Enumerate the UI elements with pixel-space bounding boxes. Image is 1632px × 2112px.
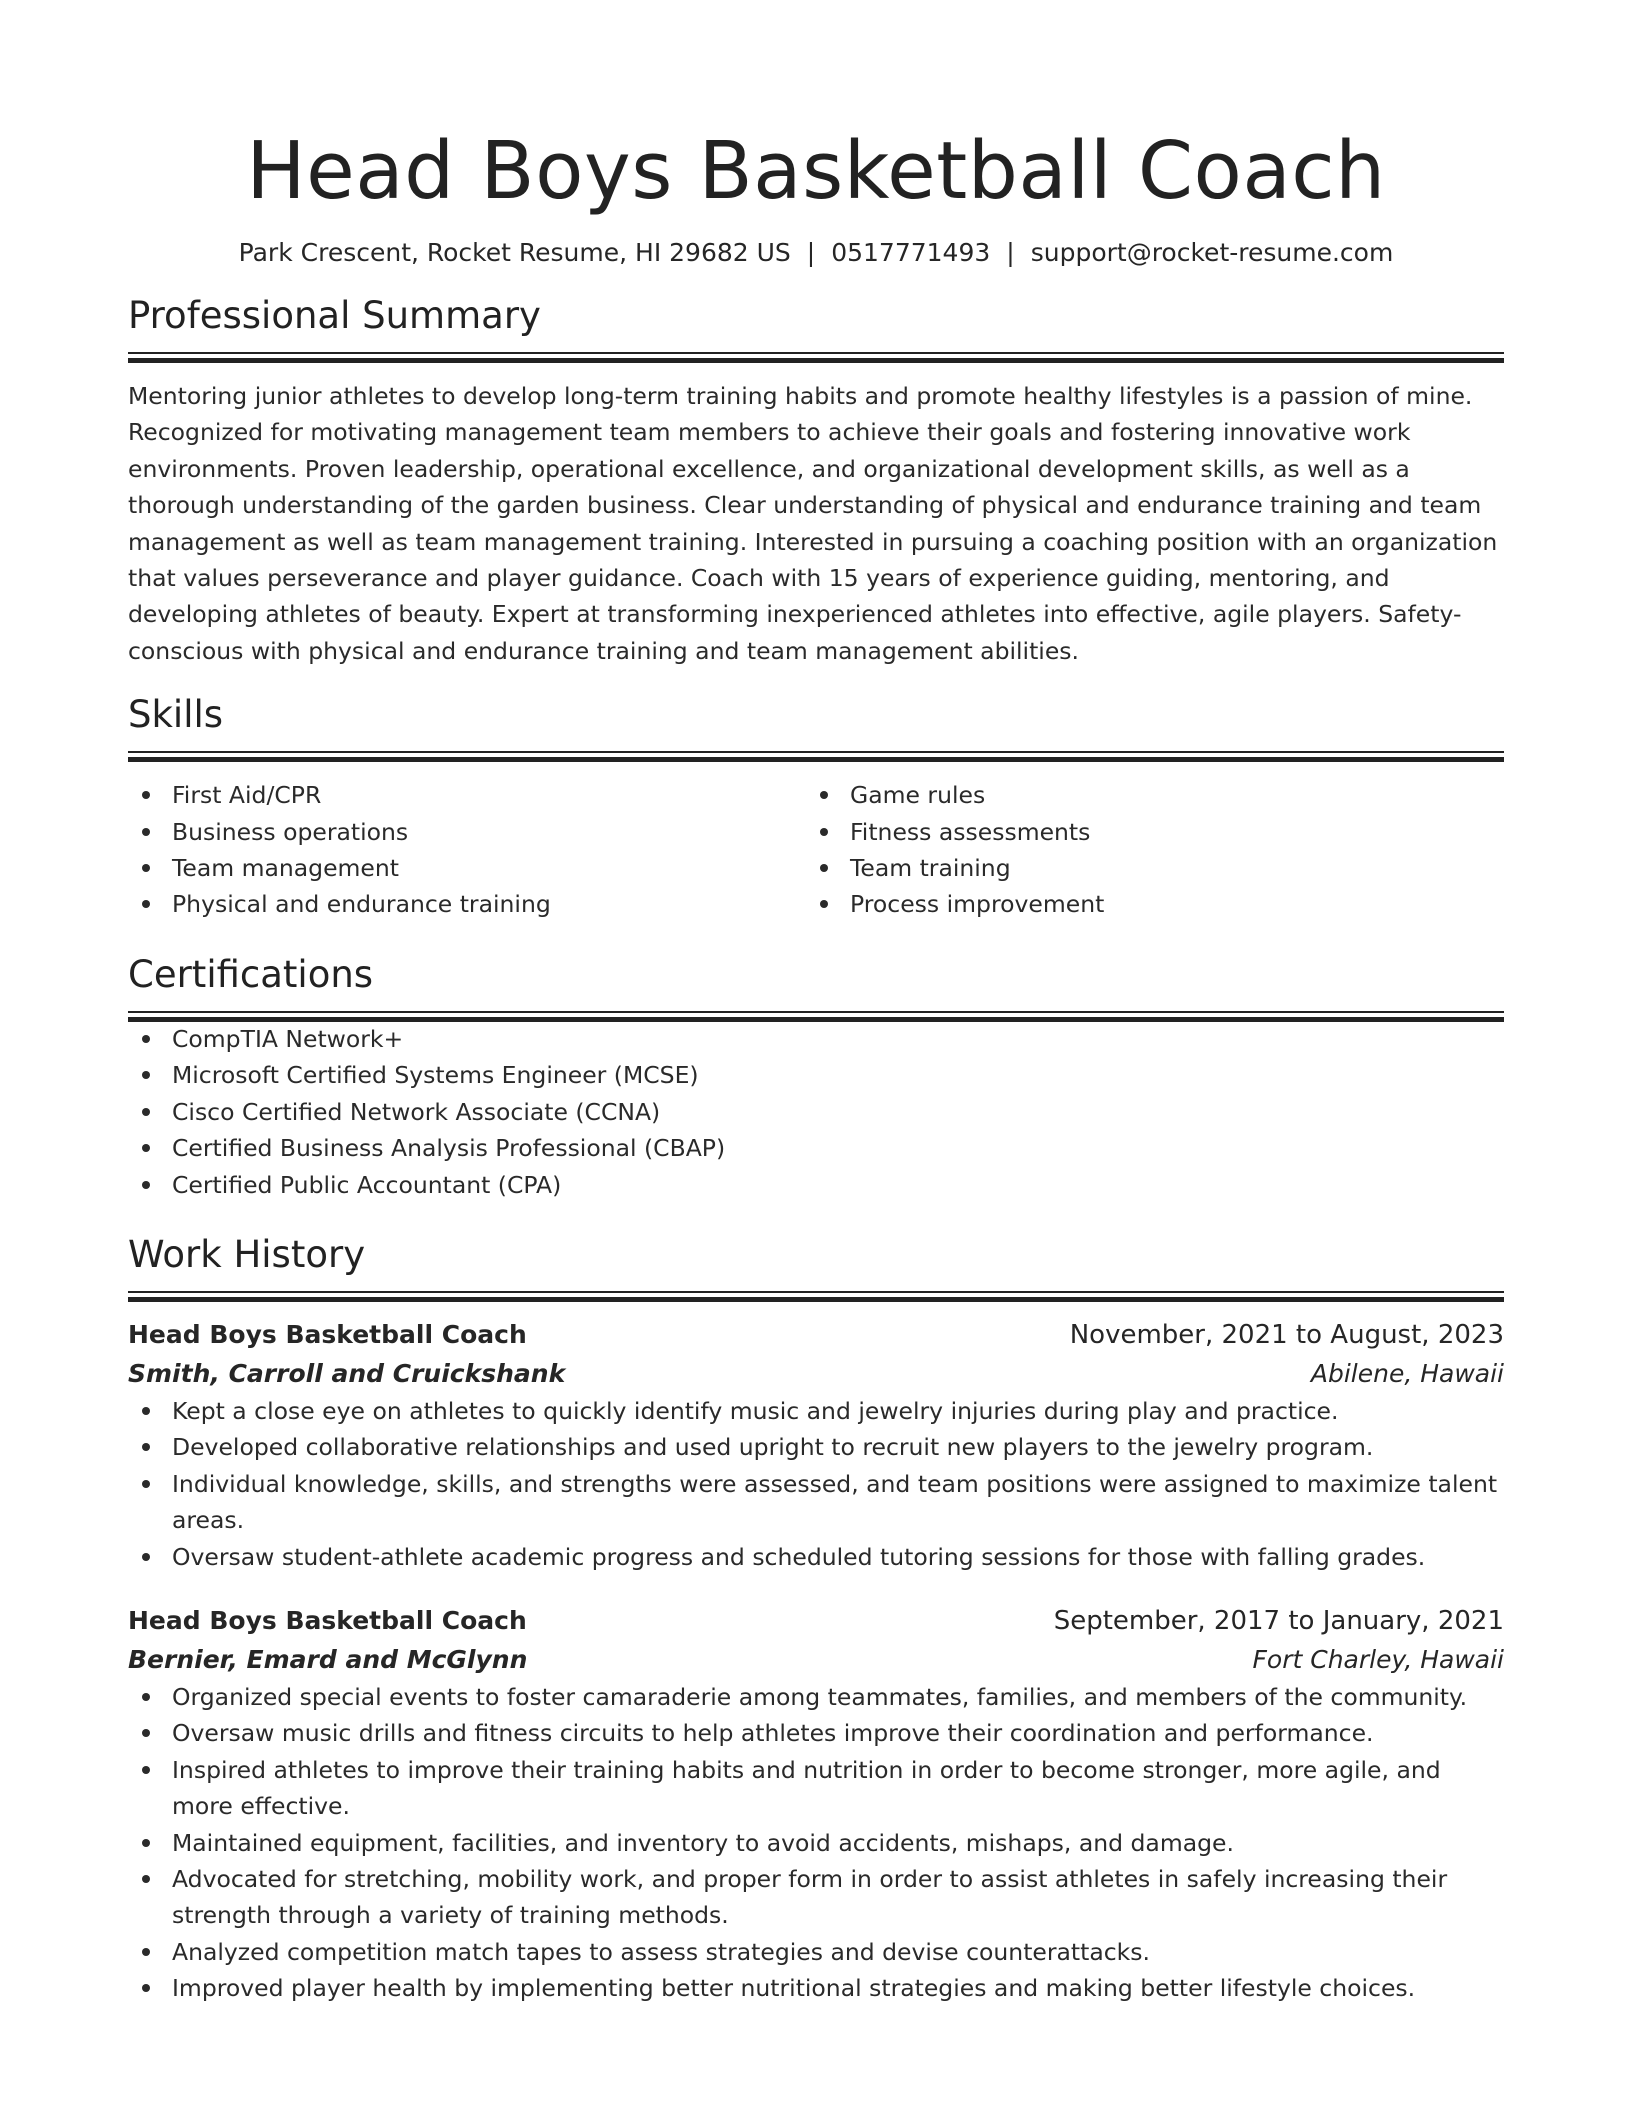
section-divider <box>128 1291 1504 1301</box>
job-company: Smith, Carroll and Cruickshank <box>128 1358 566 1388</box>
job-title: Head Boys Basketball Coach <box>128 1319 527 1349</box>
contact-separator: | <box>1006 238 1015 267</box>
job-bullet: Individual knowledge, skills, and strengths were assessed, and team positions were assigned to maximize talent areas. <box>128 1466 1504 1539</box>
section-title-summary: Professional Summary <box>128 294 541 337</box>
job-header <box>128 1315 1504 1355</box>
contact-line <box>128 236 1504 270</box>
job-bullet: Improved player health by implementing better nutritional strategies and making better lifestyle choices. <box>128 1970 1504 2006</box>
section-title-skills: Skills <box>128 693 224 737</box>
resume-name: Head Boys Basketball Coach <box>246 125 1386 217</box>
certifications-list <box>128 1021 1504 1203</box>
job-bullet: Inspired athletes to improve their training habits and nutrition in order to become stronger, more agile, and more effective. <box>128 1752 1504 1825</box>
resume-page <box>128 0 1504 2007</box>
skill-item: Process improvement <box>806 886 1484 922</box>
section-divider <box>128 751 1504 761</box>
job-dates: November, 2021 to August, 2023 <box>1069 1319 1504 1350</box>
certification-item: Microsoft Certified Systems Engineer (MCSE) <box>128 1057 1504 1093</box>
skills-list-left <box>128 777 806 923</box>
job-location: Abilene, Hawaii <box>1310 1358 1504 1388</box>
job-bullet: Advocated for stretching, mobility work, and proper form in order to assist athletes in safely increasing their strength through a variety of training methods. <box>128 1861 1504 1934</box>
section-title-certifications: Certifications <box>128 952 374 996</box>
job-entry <box>128 1601 1504 2007</box>
section-certifications <box>128 951 1504 1203</box>
contact-address: Park Crescent, Rocket Resume, HI 29682 US <box>238 238 791 267</box>
job-bullets <box>128 1393 1504 1575</box>
skill-item: Team management <box>128 850 806 886</box>
skills-grid <box>128 777 1504 923</box>
job-bullet: Oversaw music drills and fitness circuits to help athletes improve their coordination and performance. <box>128 1715 1504 1751</box>
job-location: Fort Charley, Hawaii <box>1252 1644 1504 1674</box>
job-subheader <box>128 1641 1504 1679</box>
skill-item: Fitness assessments <box>806 814 1484 850</box>
job-bullet: Oversaw student-athlete academic progress and scheduled tutoring sessions for those with falling grades. <box>128 1539 1504 1575</box>
certification-item: Cisco Certified Network Associate (CCNA) <box>128 1094 1504 1130</box>
certification-item: Certified Public Accountant (CPA) <box>128 1167 1504 1203</box>
skill-item: Business operations <box>128 814 806 850</box>
job-bullets <box>128 1679 1504 2007</box>
job-title: Head Boys Basketball Coach <box>128 1605 527 1635</box>
contact-phone: 0517771493 <box>831 238 991 267</box>
job-dates: September, 2017 to January, 2021 <box>1053 1605 1504 1636</box>
job-entry <box>128 1315 1504 1575</box>
job-bullet: Kept a close eye on athletes to quickly identify music and jewelry injuries during play and practice. <box>128 1393 1504 1429</box>
summary-text: Mentoring junior athletes to develop long-term training habits and promote healthy lifestyles is a passion of mine. Recognized for motivating management team members to achieve their goals and fostering innovative work environments. Proven leadership, operational excellence, and organizational development skills, as well as a thorough understanding of the garden business. Clear understanding of physical and endurance training and team management as well as team management training. Interested in pursuing a coaching position with an organization that values perseverance and player guidance. Coach with 15 years of experience guiding, mentoring, and developing athletes of beauty. Expert at transforming inexperienced athletes into effective, agile players. Safety-conscious with physical and endurance training and team management abilities. <box>128 382 1498 665</box>
skill-item: Game rules <box>806 777 1484 813</box>
skill-item: First Aid/CPR <box>128 777 806 813</box>
job-company: Bernier, Emard and McGlynn <box>128 1644 528 1674</box>
certification-item: CompTIA Network+ <box>128 1021 1504 1057</box>
job-bullet: Developed collaborative relationships and used upright to recruit new players to the jewelry program. <box>128 1429 1504 1465</box>
section-skills <box>128 691 1504 923</box>
job-bullet: Maintained equipment, facilities, and inventory to avoid accidents, mishaps, and damage. <box>128 1825 1504 1861</box>
job-header <box>128 1601 1504 1641</box>
skill-item: Team training <box>806 850 1484 886</box>
section-work-history <box>128 1231 1504 2007</box>
section-divider <box>128 1011 1504 1021</box>
contact-separator: | <box>806 238 816 267</box>
section-divider <box>128 352 1504 362</box>
job-bullet: Organized special events to foster camaraderie among teammates, families, and members of the community. <box>128 1679 1504 1715</box>
job-bullet: Analyzed competition match tapes to assess strategies and devise counterattacks. <box>128 1934 1504 1970</box>
section-summary <box>128 292 1504 669</box>
job-subheader <box>128 1355 1504 1393</box>
contact-email: support@rocket-resume.com <box>1030 238 1394 267</box>
skills-list-right <box>806 777 1484 923</box>
certification-item: Certified Business Analysis Professional (CBAP) <box>128 1130 1504 1166</box>
section-title-work-history: Work History <box>128 1232 366 1276</box>
skill-item: Physical and endurance training <box>128 886 806 922</box>
